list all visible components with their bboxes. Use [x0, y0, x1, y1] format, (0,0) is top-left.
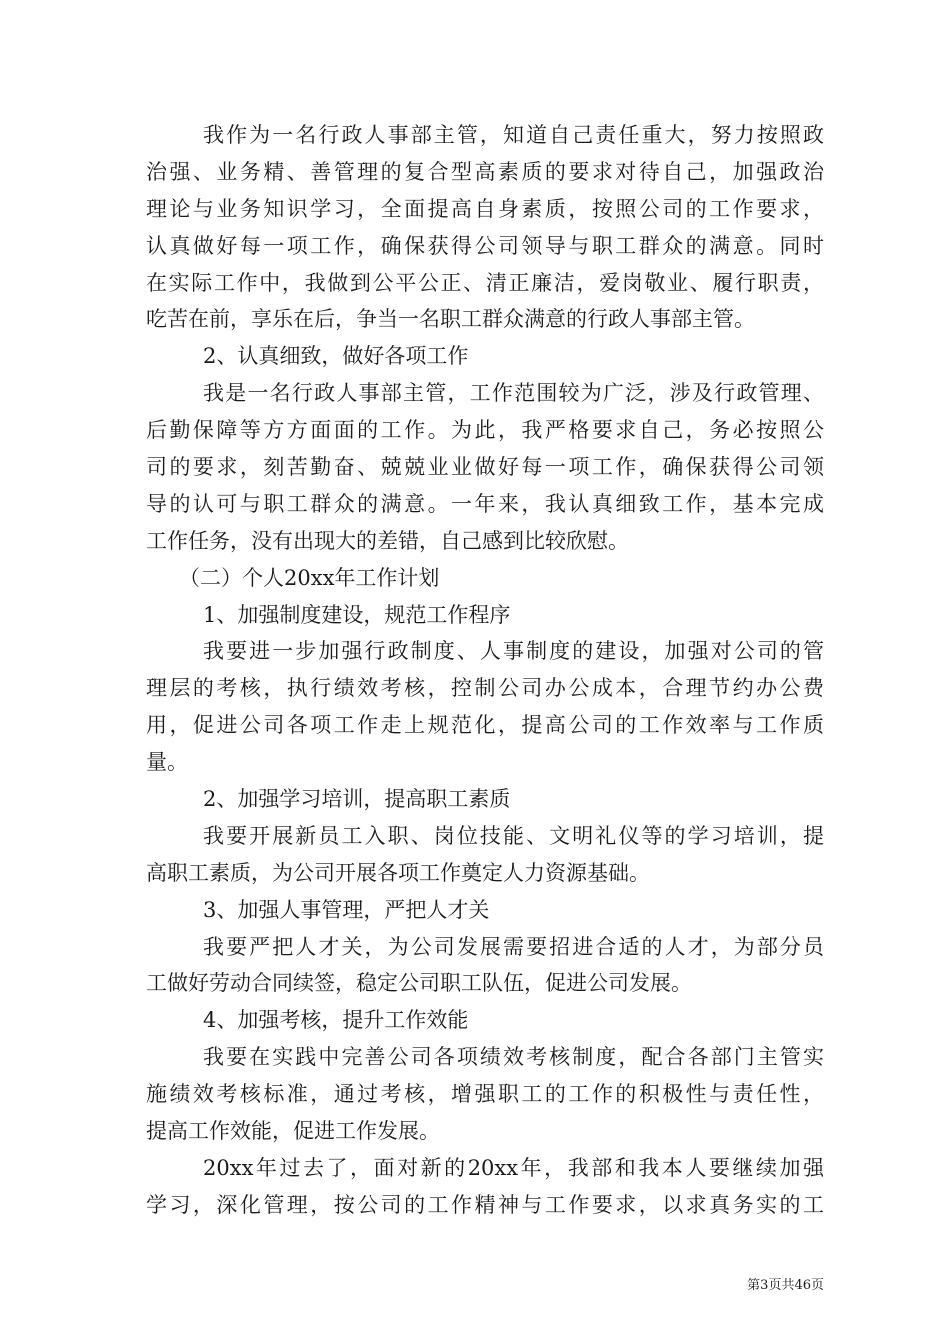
text-line: 我要开展新员工入职、岗位技能、文明礼仪等的学习培训，提	[203, 823, 824, 848]
text-line: 提高工作效能，促进工作发展。	[146, 1119, 440, 1144]
text-line: 3、加强人事管理，严把人才关	[203, 897, 490, 922]
text-line: （二）个人20xx年工作计划	[179, 565, 440, 590]
text-line: 1、加强制度建设，规范工作程序	[203, 602, 511, 627]
text-line: 理论与业务知识学习，全面提高自身素质，按照公司的工作要求，	[146, 196, 824, 221]
text-line: 用，促进公司各项工作走上规范化，提高公司的工作效率与工作质	[146, 713, 824, 738]
text-line: 量。	[146, 750, 188, 775]
text-line: 我是一名行政人事部主管，工作范围较为广泛，涉及行政管理、	[203, 381, 824, 406]
text-line: 2、认真细致，做好各项工作	[203, 344, 469, 369]
page-number: 第3页共46页	[747, 1278, 824, 1293]
text-line: 工作任务，没有出现大的差错，自己感到比较欣慰。	[146, 528, 629, 553]
text-line: 20xx年过去了，面对新的20xx年，我部和我本人要继续加强	[203, 1155, 824, 1180]
text-line: 高职工素质，为公司开展各项工作奠定人力资源基础。	[146, 860, 650, 885]
text-line: 工做好劳动合同续签，稳定公司职工队伍，促进公司发展。	[146, 971, 692, 996]
text-line: 吃苦在前，享乐在后，争当一名职工群众满意的行政人事部主管。	[146, 307, 755, 332]
text-line: 我要进一步加强行政制度、人事制度的建设，加强对公司的管	[203, 639, 824, 664]
text-line: 2、加强学习培训，提高职工素质	[203, 787, 511, 812]
text-line: 司的要求，刻苦勤奋、兢兢业业做好每一项工作，确保获得公司领	[146, 455, 824, 480]
text-line: 4、加强考核，提升工作效能	[203, 1008, 469, 1033]
text-line: 施绩效考核标准，通过考核，增强职工的工作的积极性与责任性，	[146, 1082, 824, 1107]
text-line: 后勤保障等方方面面的工作。为此，我严格要求自己，务必按照公	[146, 418, 824, 443]
text-line: 导的认可与职工群众的满意。一年来，我认真细致工作，基本完成	[146, 491, 824, 516]
text-line: 理层的考核，执行绩效考核，控制公司办公成本，合理节约办公费	[146, 676, 824, 701]
text-line: 认真做好每一项工作，确保获得公司领导与职工群众的满意。同时	[146, 233, 824, 258]
text-line: 我要严把人才关，为公司发展需要招进合适的人才，为部分员	[203, 934, 824, 959]
text-line: 我作为一名行政人事部主管，知道自己责任重大，努力按照政	[203, 123, 824, 147]
text-line: 在实际工作中，我做到公平公正、清正廉洁，爱岗敬业、履行职责，	[146, 270, 824, 295]
text-line: 学习，深化管理，按公司的工作精神与工作要求，以求真务实的工	[146, 1192, 824, 1217]
text-line: 我要在实践中完善公司各项绩效考核制度，配合各部门主管实	[203, 1045, 824, 1070]
text-line: 治强、业务精、善管理的复合型高素质的要求对待自己，加强政治	[146, 159, 824, 184]
document-body	[146, 117, 824, 1224]
